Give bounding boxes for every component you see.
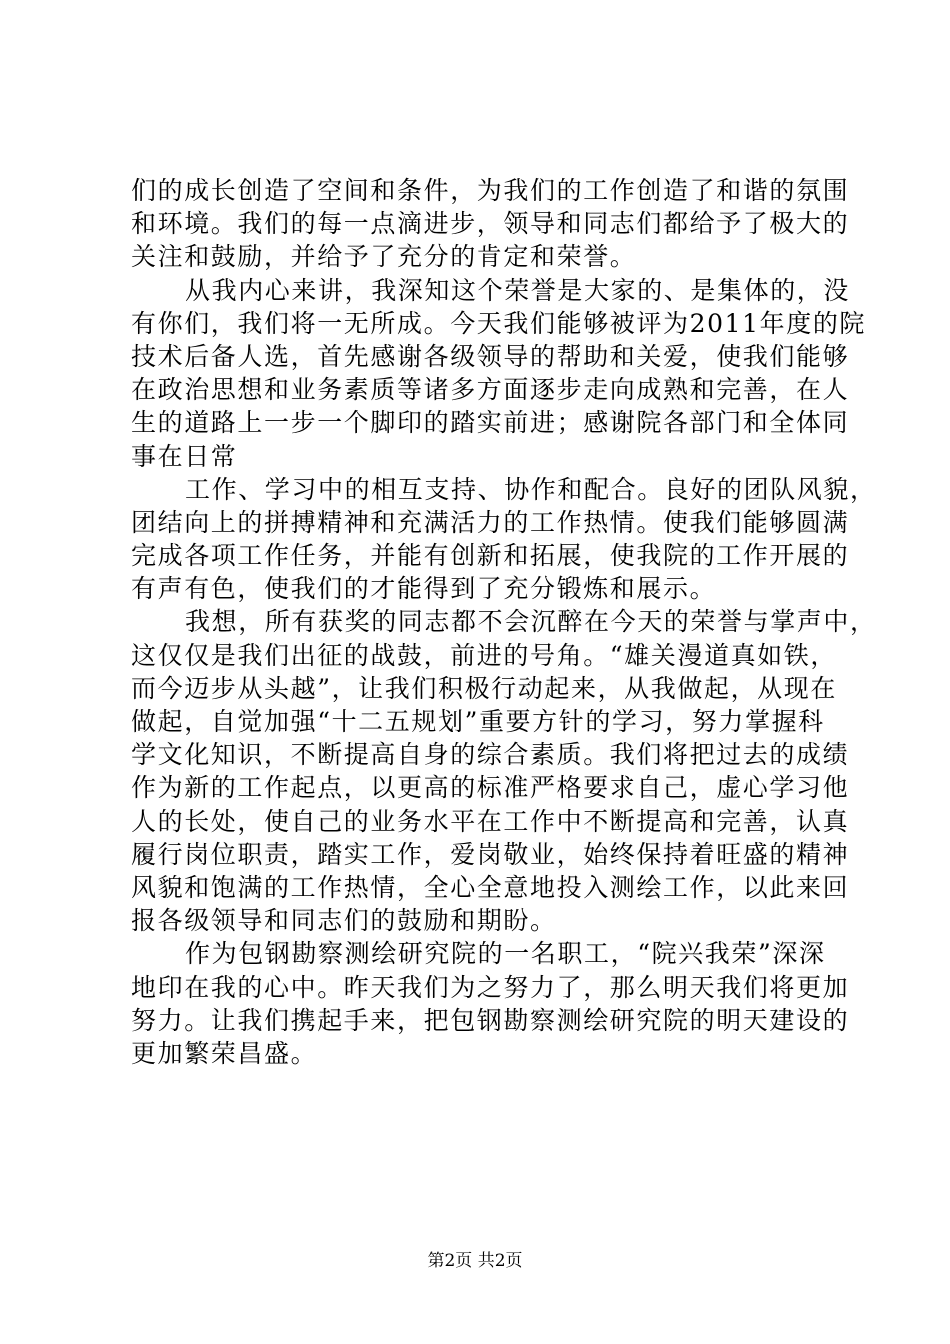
text-line: 努力。让我们携起手来，把包钢勘察测绘研究院的明天建设的 (131, 1005, 850, 1035)
text-line: 技术后备人选，首先感谢各级领导的帮助和关爱，使我们能够 (131, 341, 850, 371)
text-line: 工作、学习中的相互支持、协作和配合。良好的团队风貌， (185, 474, 877, 504)
text-line: 报各级领导和同志们的鼓励和期盼。 (131, 906, 557, 936)
text-line: 从我内心来讲，我深知这个荣誉是大家的、是集体的，没 (185, 275, 851, 305)
paragraph-2 (131, 274, 867, 473)
text-line: 完成各项工作任务，并能有创新和拓展，使我院的工作开展的 (131, 541, 850, 571)
text-line: 我想，所有获奖的同志都不会沉醉在今天的荣誉与掌声中， (185, 607, 877, 637)
text-line: 更加繁荣昌盛。 (131, 1038, 318, 1068)
text-line: 团结向上的拼搏精神和充满活力的工作热情。使我们能够圆满 (131, 507, 850, 537)
text-line: 关注和鼓励，并给予了充分的肯定和荣誉。 (131, 242, 637, 272)
text-line: 和环境。我们的每一点滴进步，领导和同志们都给予了极大的 (131, 209, 850, 239)
text-line: 有声有色，使我们的才能得到了充分锻炼和展示。 (131, 574, 717, 604)
text-line: 而今迈步从头越”，让我们积极行动起来，从我做起，从现在 (131, 673, 837, 703)
text-line: 学文化知识，不断提高自身的综合素质。我们将把过去的成绩 (131, 740, 850, 770)
text-line: 履行岗位职责，踏实工作，爱岗敬业，始终保持着旺盛的精神 (131, 839, 850, 869)
text-line: 作为包钢勘察测绘研究院的一名职工，“院兴我荣”深深 (185, 939, 826, 969)
text-line: 作为新的工作起点，以更高的标准严格要求自己，虚心学习他 (131, 773, 850, 803)
text-line: 们的成长创造了空间和条件，为我们的工作创造了和谐的氛围 (131, 176, 850, 205)
text-line: 事在日常 (131, 441, 238, 471)
text-line: 地印在我的心中。昨天我们为之努力了，那么明天我们将更加 (131, 972, 850, 1002)
text-line: 做起，自觉加强“十二五规划”重要方针的学习，努力掌握科 (131, 707, 825, 736)
text-line: 人的长处，使自己的业务水平在工作中不断提高和完善，认真 (131, 806, 850, 836)
document-body (131, 174, 877, 1070)
paragraph-1 (131, 174, 850, 274)
paragraph-3 (131, 473, 877, 606)
text-line: 这仅仅是我们出征的战鼓，前进的号角。“雄关漫道真如铁， (131, 640, 837, 670)
text-line: 风貌和饱满的工作热情，全心全意地投入测绘工作，以此来回 (131, 872, 850, 902)
paragraph-5 (131, 937, 850, 1070)
text-line: 生的道路上一步一个脚印的踏实前进；感谢院各部门和全体同 (131, 408, 850, 438)
text-line: 有你们，我们将一无所成。今天我们能够被评为2011年度的院 (131, 308, 867, 338)
paragraph-4 (131, 605, 877, 937)
text-line: 在政治思想和业务素质等诸多方面逐步走向成熟和完善，在人 (131, 375, 850, 405)
page-number-footer: 第2页 共2页 (427, 1251, 523, 1271)
